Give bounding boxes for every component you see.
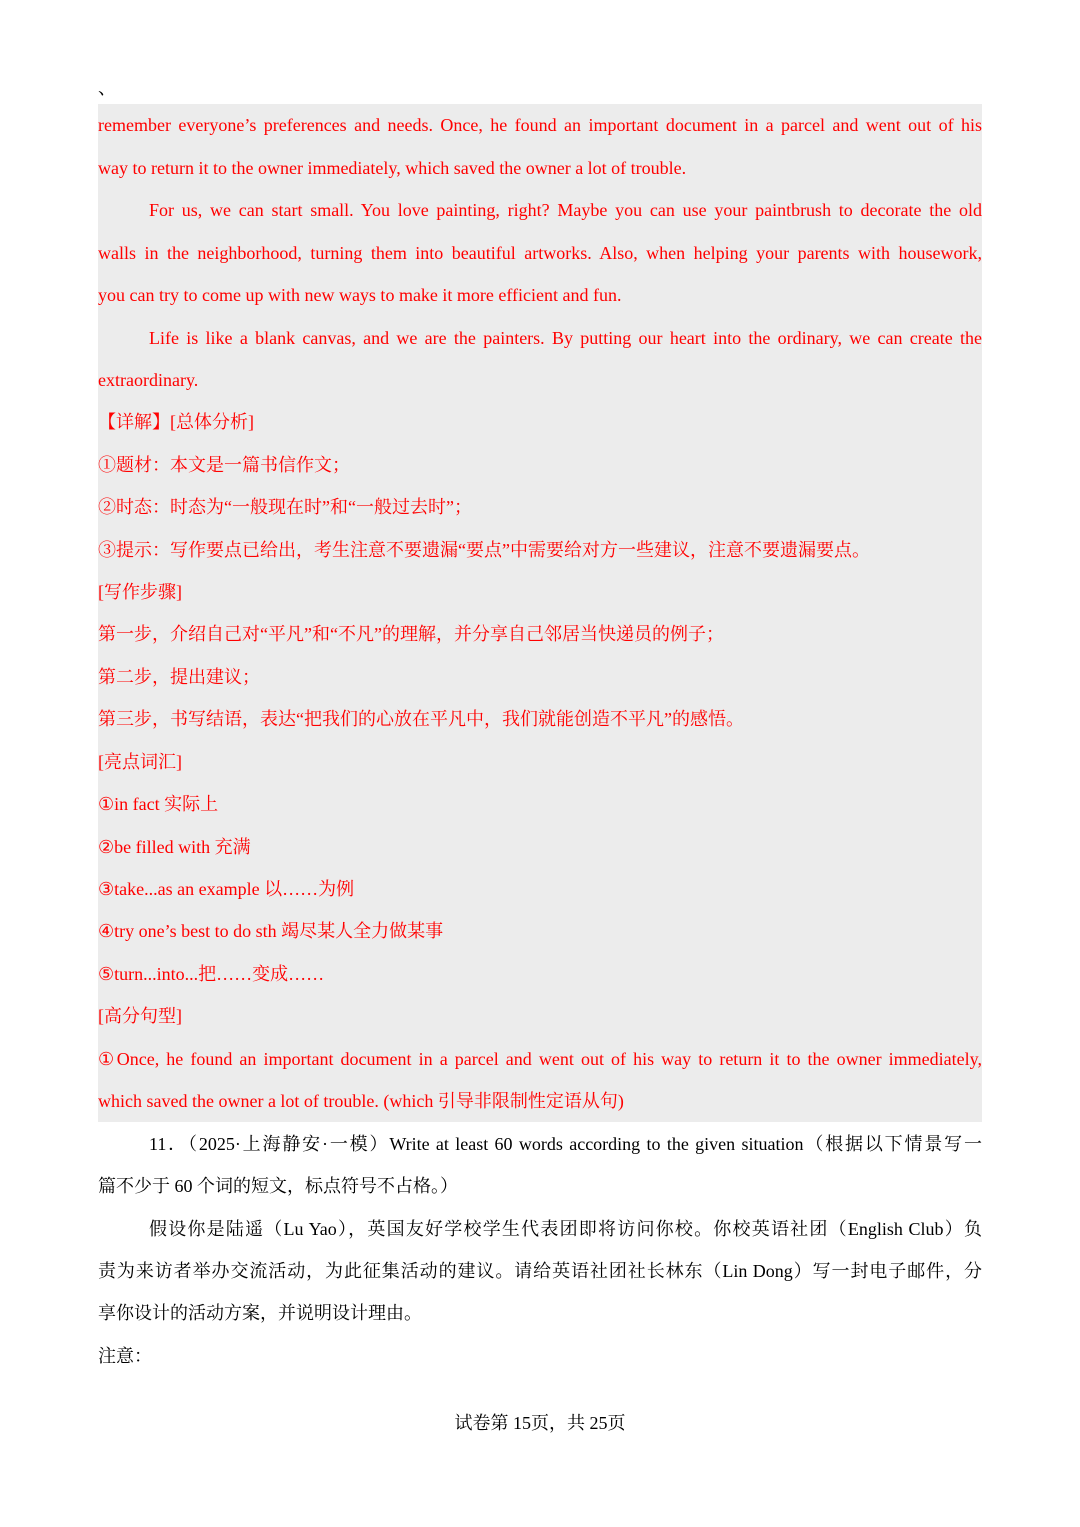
vocab-item: ③take...as an example 以……为例 (98, 879, 355, 899)
step-item: 第一步，介绍自己对“平凡”和“不凡”的理解，并分享自己邻居当快递员的例子； (98, 624, 724, 644)
detail-heading: 【详解】[总体分析] (98, 412, 254, 432)
top-mark: 、 (98, 78, 116, 98)
sentence-heading: [高分句型] (98, 1006, 182, 1026)
sentence-item: ①Once, he found an important document in a parcel and went out of his way to return it to the owner immediately, (98, 1049, 982, 1069)
steps-heading: [写作步骤] (98, 582, 182, 602)
essay-line: extraordinary. (98, 370, 199, 390)
sentence-item: which saved the owner a lot of trouble. (which 引导非限制性定语从句) (98, 1091, 624, 1111)
essay-line: Life is like a blank canvas, and we are the painters. By putting our heart into the ordinary, we can create the (149, 328, 982, 348)
question-line: 注意： (98, 1346, 152, 1366)
analysis-item: ③提示：写作要点已给出，考生注意不要遗漏“要点”中需要给对方一些建议，注意不要遗漏要点。 (98, 540, 870, 560)
question-line: 假设你是陆遥（Lu Yao），英国友好学校学生代表团即将访问你校。你校英语社团（English Club）负 (149, 1219, 982, 1239)
vocab-item: ②be filled with 充满 (98, 837, 251, 857)
analysis-item: ①题材：本文是一篇书信作文； (98, 455, 350, 475)
essay-line: you can try to come up with new ways to make it more efficient and fun. (98, 285, 622, 305)
essay-line: walls in the neighborhood, turning them into beautiful artworks. Also, when helping your parents with housework, (98, 243, 982, 263)
vocab-item: ⑤turn...into...把……变成…… (98, 964, 325, 984)
step-item: 第二步，提出建议； (98, 667, 260, 687)
question-line: 11．（2025·上海静安·一模）Write at least 60 words according to the given situation（根据以下情景写一 (149, 1134, 982, 1154)
essay-line: remember everyone’s preferences and needs. Once, he found an important document in a parcel and went out of his (98, 115, 982, 135)
vocab-item: ④try one’s best to do sth 竭尽某人全力做某事 (98, 921, 444, 941)
question-line: 篇不少于 60 个词的短文，标点符号不占格。） (98, 1176, 458, 1196)
vocab-item: ①in fact 实际上 (98, 794, 219, 814)
analysis-item: ②时态：时态为“一般现在时”和“一般过去时”； (98, 497, 472, 517)
step-item: 第三步，书写结语，表达“把我们的心放在平凡中，我们就能创造不平凡”的感悟。 (98, 709, 744, 729)
page-footer: 试卷第 15页，共 25页 (454, 1413, 626, 1433)
essay-line: For us, we can start small. You love painting, right? Maybe you can use your paintbrush to decorate the old (149, 200, 982, 220)
essay-line: way to return it to the owner immediately, which saved the owner a lot of trouble. (98, 158, 687, 178)
question-line: 享你设计的活动方案，并说明设计理由。 (98, 1303, 422, 1323)
question-line: 责为来访者举办交流活动，为此征集活动的建议。请给英语社团社长林东（Lin Dong）写一封电子邮件，分 (98, 1261, 982, 1281)
vocab-heading: [亮点词汇] (98, 752, 182, 772)
